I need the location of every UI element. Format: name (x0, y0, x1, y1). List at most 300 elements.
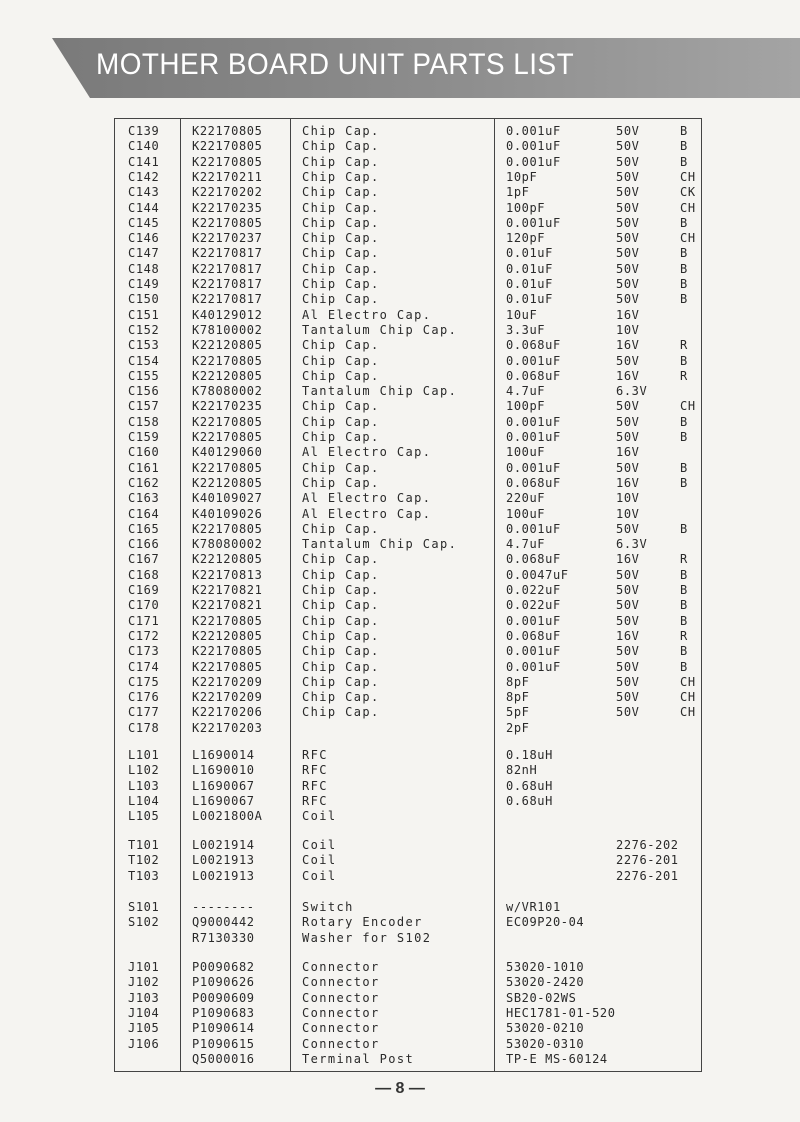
part-number: K22170805 (192, 613, 263, 628)
part-characteristic: B (680, 261, 688, 276)
part-characteristic: B (680, 277, 688, 291)
part-characteristic: CH (680, 690, 696, 705)
part-ref: C164 (128, 506, 160, 521)
part-voltage: 50V (616, 567, 640, 582)
part-value: 100pF (506, 200, 546, 215)
part-ref: C154 (128, 353, 160, 368)
part-number: -------- (192, 900, 255, 914)
part-number: K22120805 (192, 628, 263, 643)
table-row (0, 384, 800, 399)
table-row (0, 598, 800, 613)
part-voltage: 50V (616, 246, 640, 261)
part-ref: J104 (128, 1005, 160, 1020)
part-description: Connector (302, 975, 380, 990)
part-number: L0021913 (192, 868, 255, 883)
part-description: Chip Cap. (302, 567, 380, 582)
part-value: 0.001uF (506, 414, 561, 429)
part-voltage: 10V (616, 322, 640, 337)
part-characteristic: B (680, 215, 688, 230)
part-voltage: 6.3V (616, 384, 648, 399)
part-voltage: 50V (616, 185, 640, 200)
part-ref: C167 (128, 552, 160, 567)
part-description: Chip Cap. (302, 552, 380, 567)
part-value: 0.001uF (506, 139, 561, 154)
part-description: Tantalum Chip Cap. (302, 384, 458, 399)
part-description: Coil (302, 838, 337, 852)
part-number: P0090609 (192, 990, 255, 1005)
part-number: K22170817 (192, 261, 263, 276)
part-voltage: 50V (616, 705, 640, 720)
part-characteristic: CK (680, 185, 696, 200)
part-value: 0.68uH (506, 778, 553, 793)
part-description: Switch (302, 900, 354, 914)
part-voltage: 50V (616, 169, 640, 184)
part-characteristic: B (680, 414, 688, 429)
part-description: Connector (302, 1021, 380, 1036)
part-description: Connector (302, 990, 380, 1005)
part-voltage: 50V (616, 277, 640, 291)
part-description: Chip Cap. (302, 353, 380, 368)
table-row (0, 660, 800, 675)
part-voltage: 50V (616, 674, 640, 689)
table-row (0, 568, 800, 583)
part-number: K22120805 (192, 552, 263, 567)
part-description: Al Electro Cap. (302, 445, 432, 460)
part-voltage: 50V (616, 430, 640, 444)
part-voltage: 50V (616, 139, 640, 154)
part-ref: J102 (128, 975, 160, 990)
part-ref: L101 (128, 748, 160, 762)
table-row (0, 139, 800, 154)
part-voltage: 50V (616, 353, 640, 368)
part-ref: C161 (128, 460, 160, 475)
part-characteristic: B (680, 613, 688, 628)
part-description: Chip Cap. (302, 185, 380, 200)
part-characteristic: B (680, 124, 688, 138)
part-ref: C160 (128, 445, 160, 460)
part-description: Chip Cap. (302, 154, 380, 169)
part-characteristic: B (680, 460, 688, 475)
part-number: K22170805 (192, 353, 263, 368)
table-row (0, 690, 800, 705)
part-characteristic: B (680, 353, 688, 368)
part-voltage: 50V (616, 154, 640, 169)
part-description: Chip Cap. (302, 521, 380, 536)
part-voltage: 50V (616, 124, 640, 138)
part-number: K22170209 (192, 690, 263, 705)
part-number: L1690014 (192, 748, 255, 762)
part-value: 0.01uF (506, 261, 553, 276)
part-voltage: 50V (616, 200, 640, 215)
table-row (0, 721, 800, 736)
part-description: Chip Cap. (302, 598, 380, 613)
part-ref: C169 (128, 583, 160, 597)
part-ref: C156 (128, 384, 160, 399)
part-characteristic: B (680, 567, 688, 582)
part-ref: C152 (128, 322, 160, 337)
part-ref: C140 (128, 139, 160, 154)
part-value: 10pF (506, 169, 538, 184)
part-note: 53020-2420 (506, 975, 585, 990)
part-value: 0.022uF (506, 583, 561, 597)
table-row (0, 644, 800, 659)
table-row (0, 1052, 800, 1067)
part-number: K40129012 (192, 307, 263, 322)
part-voltage: 50V (616, 690, 640, 705)
table-row (0, 748, 800, 763)
part-value: 0.001uF (506, 460, 561, 475)
part-ref: C174 (128, 659, 160, 674)
part-description: Tantalum Chip Cap. (302, 537, 458, 552)
part-description: Chip Cap. (302, 169, 380, 184)
part-voltage: 6.3V (616, 537, 648, 552)
part-number: K22170203 (192, 720, 263, 735)
part-description: Al Electro Cap. (302, 491, 432, 506)
part-number: K22170235 (192, 399, 263, 414)
part-ref: C165 (128, 521, 160, 536)
part-value: 120pF (506, 231, 546, 246)
table-row (0, 853, 800, 868)
part-ref: C146 (128, 231, 160, 246)
part-value: 0.68uH (506, 793, 553, 808)
part-voltage: 16V (616, 475, 640, 490)
table-row (0, 779, 800, 794)
part-voltage: 10V (616, 506, 640, 521)
table-row (0, 900, 800, 915)
part-characteristic: CH (680, 231, 696, 246)
part-ref: C159 (128, 430, 160, 444)
table-row (0, 1021, 800, 1036)
part-voltage: 10V (616, 491, 640, 506)
part-voltage: 50V (616, 231, 640, 246)
part-ref: C172 (128, 628, 160, 643)
part-ref: C143 (128, 185, 160, 200)
part-description: Chip Cap. (302, 659, 380, 674)
part-description: Chip Cap. (302, 430, 380, 444)
part-ref: S101 (128, 900, 160, 914)
part-ref: C170 (128, 598, 160, 613)
part-number: K78080002 (192, 384, 263, 399)
part-value: 0.001uF (506, 154, 561, 169)
part-note: 53020-1010 (506, 960, 585, 974)
part-characteristic: B (680, 598, 688, 613)
table-row (0, 246, 800, 261)
table-row (0, 354, 800, 369)
part-description: Tantalum Chip Cap. (302, 322, 458, 337)
part-characteristic: B (680, 521, 688, 536)
table-row (0, 338, 800, 353)
part-description: Al Electro Cap. (302, 307, 432, 322)
part-number: K22120805 (192, 368, 263, 383)
part-number: K22170821 (192, 598, 263, 613)
part-characteristic: B (680, 475, 688, 490)
part-value: 0.068uF (506, 552, 561, 567)
table-row (0, 869, 800, 884)
part-ref: C141 (128, 154, 160, 169)
part-ref: C176 (128, 690, 160, 705)
part-number: K22170235 (192, 200, 263, 215)
table-row (0, 960, 800, 975)
part-voltage: 50V (616, 399, 640, 414)
part-value: 100uF (506, 506, 546, 521)
table-row (0, 838, 800, 853)
part-value: 4.7uF (506, 384, 546, 399)
table-row (0, 507, 800, 522)
part-number: K22170817 (192, 292, 263, 307)
part-ref: C147 (128, 246, 160, 261)
part-number: P1090615 (192, 1036, 255, 1051)
part-number: K40129060 (192, 445, 263, 460)
part-number: K22170817 (192, 246, 263, 261)
part-ref: C155 (128, 368, 160, 383)
table-row (0, 809, 800, 824)
part-number: K22170805 (192, 215, 263, 230)
table-row (0, 445, 800, 460)
part-ref: J101 (128, 960, 160, 974)
part-ref: L105 (128, 809, 160, 824)
part-number: K22170805 (192, 430, 263, 444)
part-number: L0021914 (192, 838, 255, 852)
table-row (0, 991, 800, 1006)
part-number: L0021800A (192, 809, 263, 824)
part-voltage: 16V (616, 628, 640, 643)
part-note: w/VR101 (506, 900, 561, 914)
table-row (0, 262, 800, 277)
table-row (0, 323, 800, 338)
part-ref: C151 (128, 307, 160, 322)
part-description: Chip Cap. (302, 460, 380, 475)
part-description: Washer for S102 (302, 930, 432, 945)
part-ref: C175 (128, 674, 160, 689)
part-value: 0.001uF (506, 124, 561, 138)
table-row (0, 629, 800, 644)
table-row (0, 915, 800, 930)
part-number: K22170805 (192, 154, 263, 169)
table-row (0, 124, 800, 139)
part-ref: C148 (128, 261, 160, 276)
table-row (0, 292, 800, 307)
part-voltage: 50V (616, 598, 640, 613)
part-voltage: 50V (616, 644, 640, 659)
part-description: Chip Cap. (302, 246, 380, 261)
part-description: Chip Cap. (302, 613, 380, 628)
part-value: 0.022uF (506, 598, 561, 613)
part-value: 0.0047uF (506, 567, 569, 582)
part-number: Q5000016 (192, 1051, 255, 1066)
part-description: Chip Cap. (302, 475, 380, 490)
part-number: K78080002 (192, 537, 263, 552)
part-value: 1pF (506, 185, 530, 200)
part-number: K22120805 (192, 338, 263, 353)
part-description: Chip Cap. (302, 261, 380, 276)
part-characteristic: B (680, 154, 688, 169)
part-number: K40109026 (192, 506, 263, 521)
part-description: Coil (302, 868, 337, 883)
part-value: 10uF (506, 307, 538, 322)
part-value: 100pF (506, 399, 546, 414)
table-row (0, 231, 800, 246)
part-number: K22170805 (192, 644, 263, 659)
table-row (0, 399, 800, 414)
part-value: 8pF (506, 690, 530, 705)
part-number: K22170805 (192, 659, 263, 674)
part-number: K22170206 (192, 705, 263, 720)
part-note: 53020-0310 (506, 1036, 585, 1051)
part-value: 0.01uF (506, 277, 553, 291)
part-number: K22170805 (192, 460, 263, 475)
part-number: K22170813 (192, 567, 263, 582)
part-description: Chip Cap. (302, 200, 380, 215)
part-voltage: 16V (616, 445, 640, 460)
part-number: K22170237 (192, 231, 263, 246)
part-characteristic: R (680, 338, 688, 353)
table-row (0, 430, 800, 445)
part-ref: C149 (128, 277, 160, 291)
part-description: Chip Cap. (302, 644, 380, 659)
part-ref: T101 (128, 838, 160, 852)
table-row (0, 277, 800, 292)
part-characteristic: CH (680, 705, 696, 720)
part-ref: C173 (128, 644, 160, 659)
part-characteristic: B (680, 644, 688, 659)
part-description: RFC (302, 793, 328, 808)
part-characteristic: R (680, 368, 688, 383)
table-row (0, 491, 800, 506)
part-note: 53020-0210 (506, 1021, 585, 1036)
part-description: Connector (302, 1005, 380, 1020)
part-value: 82nH (506, 763, 538, 778)
part-type-code: 2276-202 (616, 838, 679, 852)
part-value: 0.068uF (506, 475, 561, 490)
part-value: 5pF (506, 705, 530, 720)
part-characteristic: R (680, 628, 688, 643)
part-ref: C177 (128, 705, 160, 720)
part-value: 0.001uF (506, 430, 561, 444)
part-number: K22170805 (192, 414, 263, 429)
part-characteristic: B (680, 659, 688, 674)
table-row (0, 201, 800, 216)
part-value: 4.7uF (506, 537, 546, 552)
table-row (0, 415, 800, 430)
part-characteristic: R (680, 552, 688, 567)
table-row (0, 794, 800, 809)
part-value: 220uF (506, 491, 546, 506)
part-voltage: 16V (616, 338, 640, 353)
part-voltage: 50V (616, 613, 640, 628)
part-description: Chip Cap. (302, 399, 380, 414)
part-description: RFC (302, 748, 328, 762)
part-value: 100uF (506, 445, 546, 460)
part-characteristic: B (680, 583, 688, 597)
part-number: K78100002 (192, 322, 263, 337)
part-number: K22170817 (192, 277, 263, 291)
table-row (0, 975, 800, 990)
part-description: Chip Cap. (302, 231, 380, 246)
part-note: HEC1781-01-520 (506, 1005, 616, 1020)
part-ref: J105 (128, 1021, 160, 1036)
part-number: K22170805 (192, 124, 263, 138)
part-value: 8pF (506, 674, 530, 689)
part-ref: C157 (128, 399, 160, 414)
part-value: 0.18uH (506, 748, 553, 762)
part-type-code: 2276-201 (616, 868, 679, 883)
part-ref: C150 (128, 292, 160, 307)
page-number: — 8 — (375, 1080, 425, 1097)
part-value: 0.01uF (506, 292, 553, 307)
part-description: Chip Cap. (302, 628, 380, 643)
table-row (0, 185, 800, 200)
part-voltage: 16V (616, 307, 640, 322)
table-row (0, 170, 800, 185)
page-title: MOTHER BOARD UNIT PARTS LIST (96, 48, 575, 81)
part-voltage: 50V (616, 583, 640, 597)
part-characteristic: CH (680, 169, 696, 184)
part-description: Coil (302, 853, 337, 868)
part-value: 0.001uF (506, 521, 561, 536)
table-row (0, 614, 800, 629)
part-value: 0.001uF (506, 613, 561, 628)
part-characteristic: CH (680, 399, 696, 414)
part-value: 0.068uF (506, 338, 561, 353)
table-row (0, 705, 800, 720)
part-ref: L103 (128, 778, 160, 793)
part-description: Rotary Encoder (302, 915, 423, 930)
part-description: Chip Cap. (302, 368, 380, 383)
table-row (0, 1037, 800, 1052)
part-description: Chip Cap. (302, 338, 380, 353)
part-value: 0.01uF (506, 246, 553, 261)
part-description: Terminal Post (302, 1051, 415, 1066)
part-value: 0.001uF (506, 353, 561, 368)
part-description: RFC (302, 763, 328, 778)
part-number: L0021913 (192, 853, 255, 868)
part-description: Connector (302, 1036, 380, 1051)
part-value: 2pF (506, 720, 530, 735)
part-description: Chip Cap. (302, 583, 380, 597)
part-ref: J103 (128, 990, 160, 1005)
part-voltage: 50V (616, 659, 640, 674)
part-value: 0.068uF (506, 628, 561, 643)
part-number: P0090682 (192, 960, 255, 974)
part-voltage: 16V (616, 552, 640, 567)
table-row (0, 552, 800, 567)
part-value: 0.001uF (506, 659, 561, 674)
part-description: Al Electro Cap. (302, 506, 432, 521)
part-ref: C168 (128, 567, 160, 582)
part-number: R7130330 (192, 930, 255, 945)
part-value: 3.3uF (506, 322, 546, 337)
part-voltage: 50V (616, 414, 640, 429)
part-description: Chip Cap. (302, 139, 380, 154)
part-number: P1090626 (192, 975, 255, 990)
part-voltage: 16V (616, 368, 640, 383)
part-number: L1690010 (192, 763, 255, 778)
part-ref: C139 (128, 124, 160, 138)
part-type-code: 2276-201 (616, 853, 679, 868)
part-description: Chip Cap. (302, 690, 380, 705)
part-number: K22170211 (192, 169, 263, 184)
part-number: K22170821 (192, 583, 263, 597)
table-row (0, 583, 800, 598)
part-number: P1090683 (192, 1005, 255, 1020)
part-description: Chip Cap. (302, 292, 380, 307)
part-description: Chip Cap. (302, 674, 380, 689)
table-row (0, 1006, 800, 1021)
table-row (0, 308, 800, 323)
part-note: EC09P20-04 (506, 915, 585, 930)
part-characteristic: CH (680, 200, 696, 215)
table-row (0, 216, 800, 231)
